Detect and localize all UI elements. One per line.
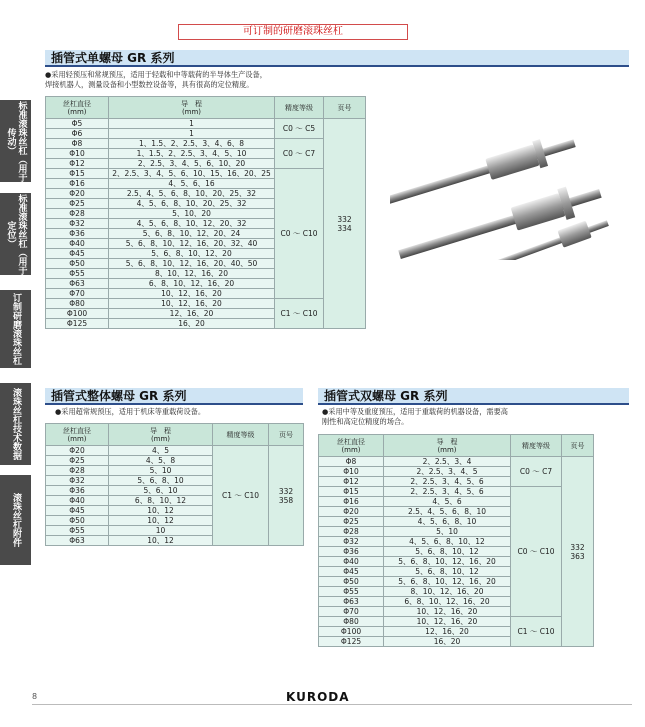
brand-logo: KURODA [286,690,350,704]
lead-cell: 10、12 [109,516,213,526]
section-description: ●采用中等及重度预压，适用于重载荷的机器设备，需要高 刚性和高定位精度的场合。 [322,407,508,426]
diameter-cell: Φ55 [46,526,109,536]
lead-cell: 4、5、6 [384,497,511,507]
diameter-cell: Φ5 [46,119,109,129]
diameter-cell: Φ55 [46,269,109,279]
spec-table-double-nut [318,434,594,647]
accuracy-cell: C0 ～ C7 [275,139,324,169]
accuracy-cell: C0 ～ C10 [511,487,562,617]
diameter-cell: Φ50 [46,259,109,269]
table-row [319,487,594,497]
header-page: 页号 [562,435,594,457]
lead-cell: 2、2.5、3、4、5、6 [384,477,511,487]
diameter-cell: Φ25 [319,517,384,527]
lead-cell: 5、6、8、10、12、16、20 [384,557,511,567]
side-tab-5[interactable] [0,475,31,565]
diameter-cell: Φ28 [46,209,109,219]
spec-table-single-nut [45,96,366,329]
side-tab-label: 滚珠丝杠附件 [11,493,21,547]
side-tab-3[interactable] [0,290,31,368]
diameter-cell: Φ32 [319,537,384,547]
table-row [319,457,594,467]
section-heading-double-nut: 插管式双螺母 GR 系列 [318,388,629,405]
section-description: ●采用超常规预压，适用于机床等重载荷设备。 [55,407,206,416]
diameter-cell: Φ100 [319,627,384,637]
diameter-cell: Φ20 [46,189,109,199]
lead-cell: 8、10、12、16、20 [384,587,511,597]
lead-cell: 4、5、6、8、10 [384,517,511,527]
accuracy-cell: C1 ～ C10 [213,446,269,546]
lead-cell: 2、2.5、3、4、5 [384,467,511,477]
header-accuracy: 精度等级 [511,435,562,457]
spec-table-integral-nut [45,423,304,546]
lead-cell: 5、6、8、10、12 [384,547,511,557]
diameter-cell: Φ50 [46,516,109,526]
header-diameter: 丝杠直径 (mm) [46,97,109,119]
header-diameter: 丝杠直径 (mm) [46,424,109,446]
footer-rule [32,704,632,705]
diameter-cell: Φ80 [46,299,109,309]
header-page: 页号 [324,97,366,119]
lead-cell: 1、1.5、2、2.5、3、4、5、10 [109,149,275,159]
diameter-cell: Φ55 [319,587,384,597]
page-cell: 332 334 [324,119,366,329]
diameter-cell: Φ80 [319,617,384,627]
diameter-cell: Φ50 [319,577,384,587]
lead-cell: 6、8、10、12、16、20 [109,279,275,289]
header-lead: 导 程 (mm) [384,435,511,457]
lead-cell: 5、10 [109,466,213,476]
lead-cell: 10、12 [109,536,213,546]
page-cell: 332 358 [269,446,304,546]
diameter-cell: Φ40 [46,239,109,249]
lead-cell: 10、12、16、20 [384,617,511,627]
diameter-cell: Φ6 [46,129,109,139]
diameter-cell: Φ36 [319,547,384,557]
lead-cell: 8、10、12、16、20 [109,269,275,279]
lead-cell: 10、12、16、20 [109,289,275,299]
lead-cell: 1 [109,119,275,129]
diameter-cell: Φ40 [46,496,109,506]
diameter-cell: Φ12 [46,159,109,169]
lead-cell: 6、8、10、12、16、20 [384,597,511,607]
table-row [319,617,594,627]
diameter-cell: Φ20 [46,446,109,456]
lead-cell: 5、10、20 [109,209,275,219]
lead-cell: 5、6、8、10、12、20、24 [109,229,275,239]
diameter-cell: Φ70 [319,607,384,617]
diameter-cell: Φ25 [46,456,109,466]
side-tab-1[interactable] [0,100,31,182]
diameter-cell: Φ63 [46,536,109,546]
table-row [46,119,366,129]
table-row [46,139,366,149]
page-banner: 可订制的研磨滚珠丝杠 [178,24,408,40]
lead-cell: 5、6、8、10、12、20 [109,249,275,259]
diameter-cell: Φ70 [46,289,109,299]
lead-cell: 10、12 [109,506,213,516]
table-row [46,169,366,179]
page-cell: 332 363 [562,457,594,647]
lead-cell: 4、5、8 [109,456,213,466]
table-row [46,299,366,309]
lead-cell: 4、5、6、8、10、12 [384,537,511,547]
lead-cell: 5、6、10 [109,486,213,496]
lead-cell: 12、16、20 [384,627,511,637]
diameter-cell: Φ25 [46,199,109,209]
lead-cell: 2、2.5、3、4、5、6、10、15、16、20、25 [109,169,275,179]
lead-cell: 5、6、8、10、12 [384,567,511,577]
lead-cell: 5、6、8、10、12、16、20、32、40 [109,239,275,249]
lead-cell: 5、6、8、10 [109,476,213,486]
accuracy-cell: C1 ～ C10 [275,299,324,329]
diameter-cell: Φ45 [46,249,109,259]
side-tab-label: 标准滚珠丝杠（用于传动） [5,100,27,182]
side-tab-label: 订制研磨滚珠丝杠 [11,293,21,365]
accuracy-cell: C0 ～ C7 [511,457,562,487]
diameter-cell: Φ28 [319,527,384,537]
diameter-cell: Φ16 [46,179,109,189]
side-tab-2[interactable] [0,193,31,275]
diameter-cell: Φ125 [319,637,384,647]
lead-cell: 16、20 [384,637,511,647]
lead-cell: 6、8、10、12 [109,496,213,506]
lead-cell: 5、10 [384,527,511,537]
section-description: ●采用轻预压和常规预压，适用于轻载和中等载荷的半导体生产设备， 焊接机器人，测量设备和小型数控设备等，具有很高的定位精度。 [45,70,267,89]
section-heading-integral-nut: 插管式整体螺母 GR 系列 [45,388,303,405]
diameter-cell: Φ8 [46,139,109,149]
diameter-cell: Φ10 [46,149,109,159]
diameter-cell: Φ15 [319,487,384,497]
diameter-cell: Φ20 [319,507,384,517]
lead-cell: 12、16、20 [109,309,275,319]
page-number: 8 [32,692,38,701]
diameter-cell: Φ8 [319,457,384,467]
lead-cell: 2.5、4、5、6、8、10、20、25、32 [109,189,275,199]
lead-cell: 10 [109,526,213,536]
lead-cell: 1 [109,129,275,139]
diameter-cell: Φ125 [46,319,109,329]
section-heading-single-nut: 插管式单螺母 GR 系列 [45,50,629,67]
diameter-cell: Φ63 [46,279,109,289]
header-diameter: 丝杠直径 (mm) [319,435,384,457]
lead-cell: 1、1.5、2、2.5、3、4、6、8 [109,139,275,149]
diameter-cell: Φ40 [319,557,384,567]
lead-cell: 4、5、6、8、10、12、20、32 [109,219,275,229]
header-lead: 导 程 (mm) [109,424,213,446]
diameter-cell: Φ15 [46,169,109,179]
diameter-cell: Φ100 [46,309,109,319]
diameter-cell: Φ28 [46,466,109,476]
diameter-cell: Φ12 [319,477,384,487]
diameter-cell: Φ36 [46,486,109,496]
diameter-cell: Φ16 [319,497,384,507]
lead-cell: 4、5 [109,446,213,456]
diameter-cell: Φ45 [319,567,384,577]
accuracy-cell: C1 ～ C10 [511,617,562,647]
header-accuracy: 精度等级 [275,97,324,119]
diameter-cell: Φ10 [319,467,384,477]
lead-cell: 5、6、8、10、12、16、20、40、50 [109,259,275,269]
diameter-cell: Φ36 [46,229,109,239]
lead-cell: 2、2.5、3、4、5、6、10、20 [109,159,275,169]
side-tab-label: 滚珠丝杠技术数据 [11,388,21,460]
lead-cell: 16、20 [109,319,275,329]
diameter-cell: Φ32 [46,219,109,229]
side-tab-4[interactable] [0,383,31,465]
lead-cell: 2、2.5、3、4、5、6 [384,487,511,497]
table-row [46,446,304,456]
diameter-cell: Φ45 [46,506,109,516]
lead-cell: 2.5、4、5、6、8、10 [384,507,511,517]
side-tab-label: 标准滚珠丝杠（用于定位） [5,193,27,275]
header-accuracy: 精度等级 [213,424,269,446]
accuracy-cell: C0 ～ C5 [275,119,324,139]
header-page: 页号 [269,424,304,446]
diameter-cell: Φ32 [46,476,109,486]
diameter-cell: Φ63 [319,597,384,607]
lead-cell: 4、5、6、8、10、20、25、32 [109,199,275,209]
header-lead: 导 程 (mm) [109,97,275,119]
lead-cell: 2、2.5、3、4 [384,457,511,467]
lead-cell: 5、6、8、10、12、16、20 [384,577,511,587]
accuracy-cell: C0 ～ C10 [275,169,324,299]
ball-screw-photo [390,120,610,260]
lead-cell: 10、12、16、20 [384,607,511,617]
lead-cell: 10、12、16、20 [109,299,275,309]
lead-cell: 4、5、6、16 [109,179,275,189]
